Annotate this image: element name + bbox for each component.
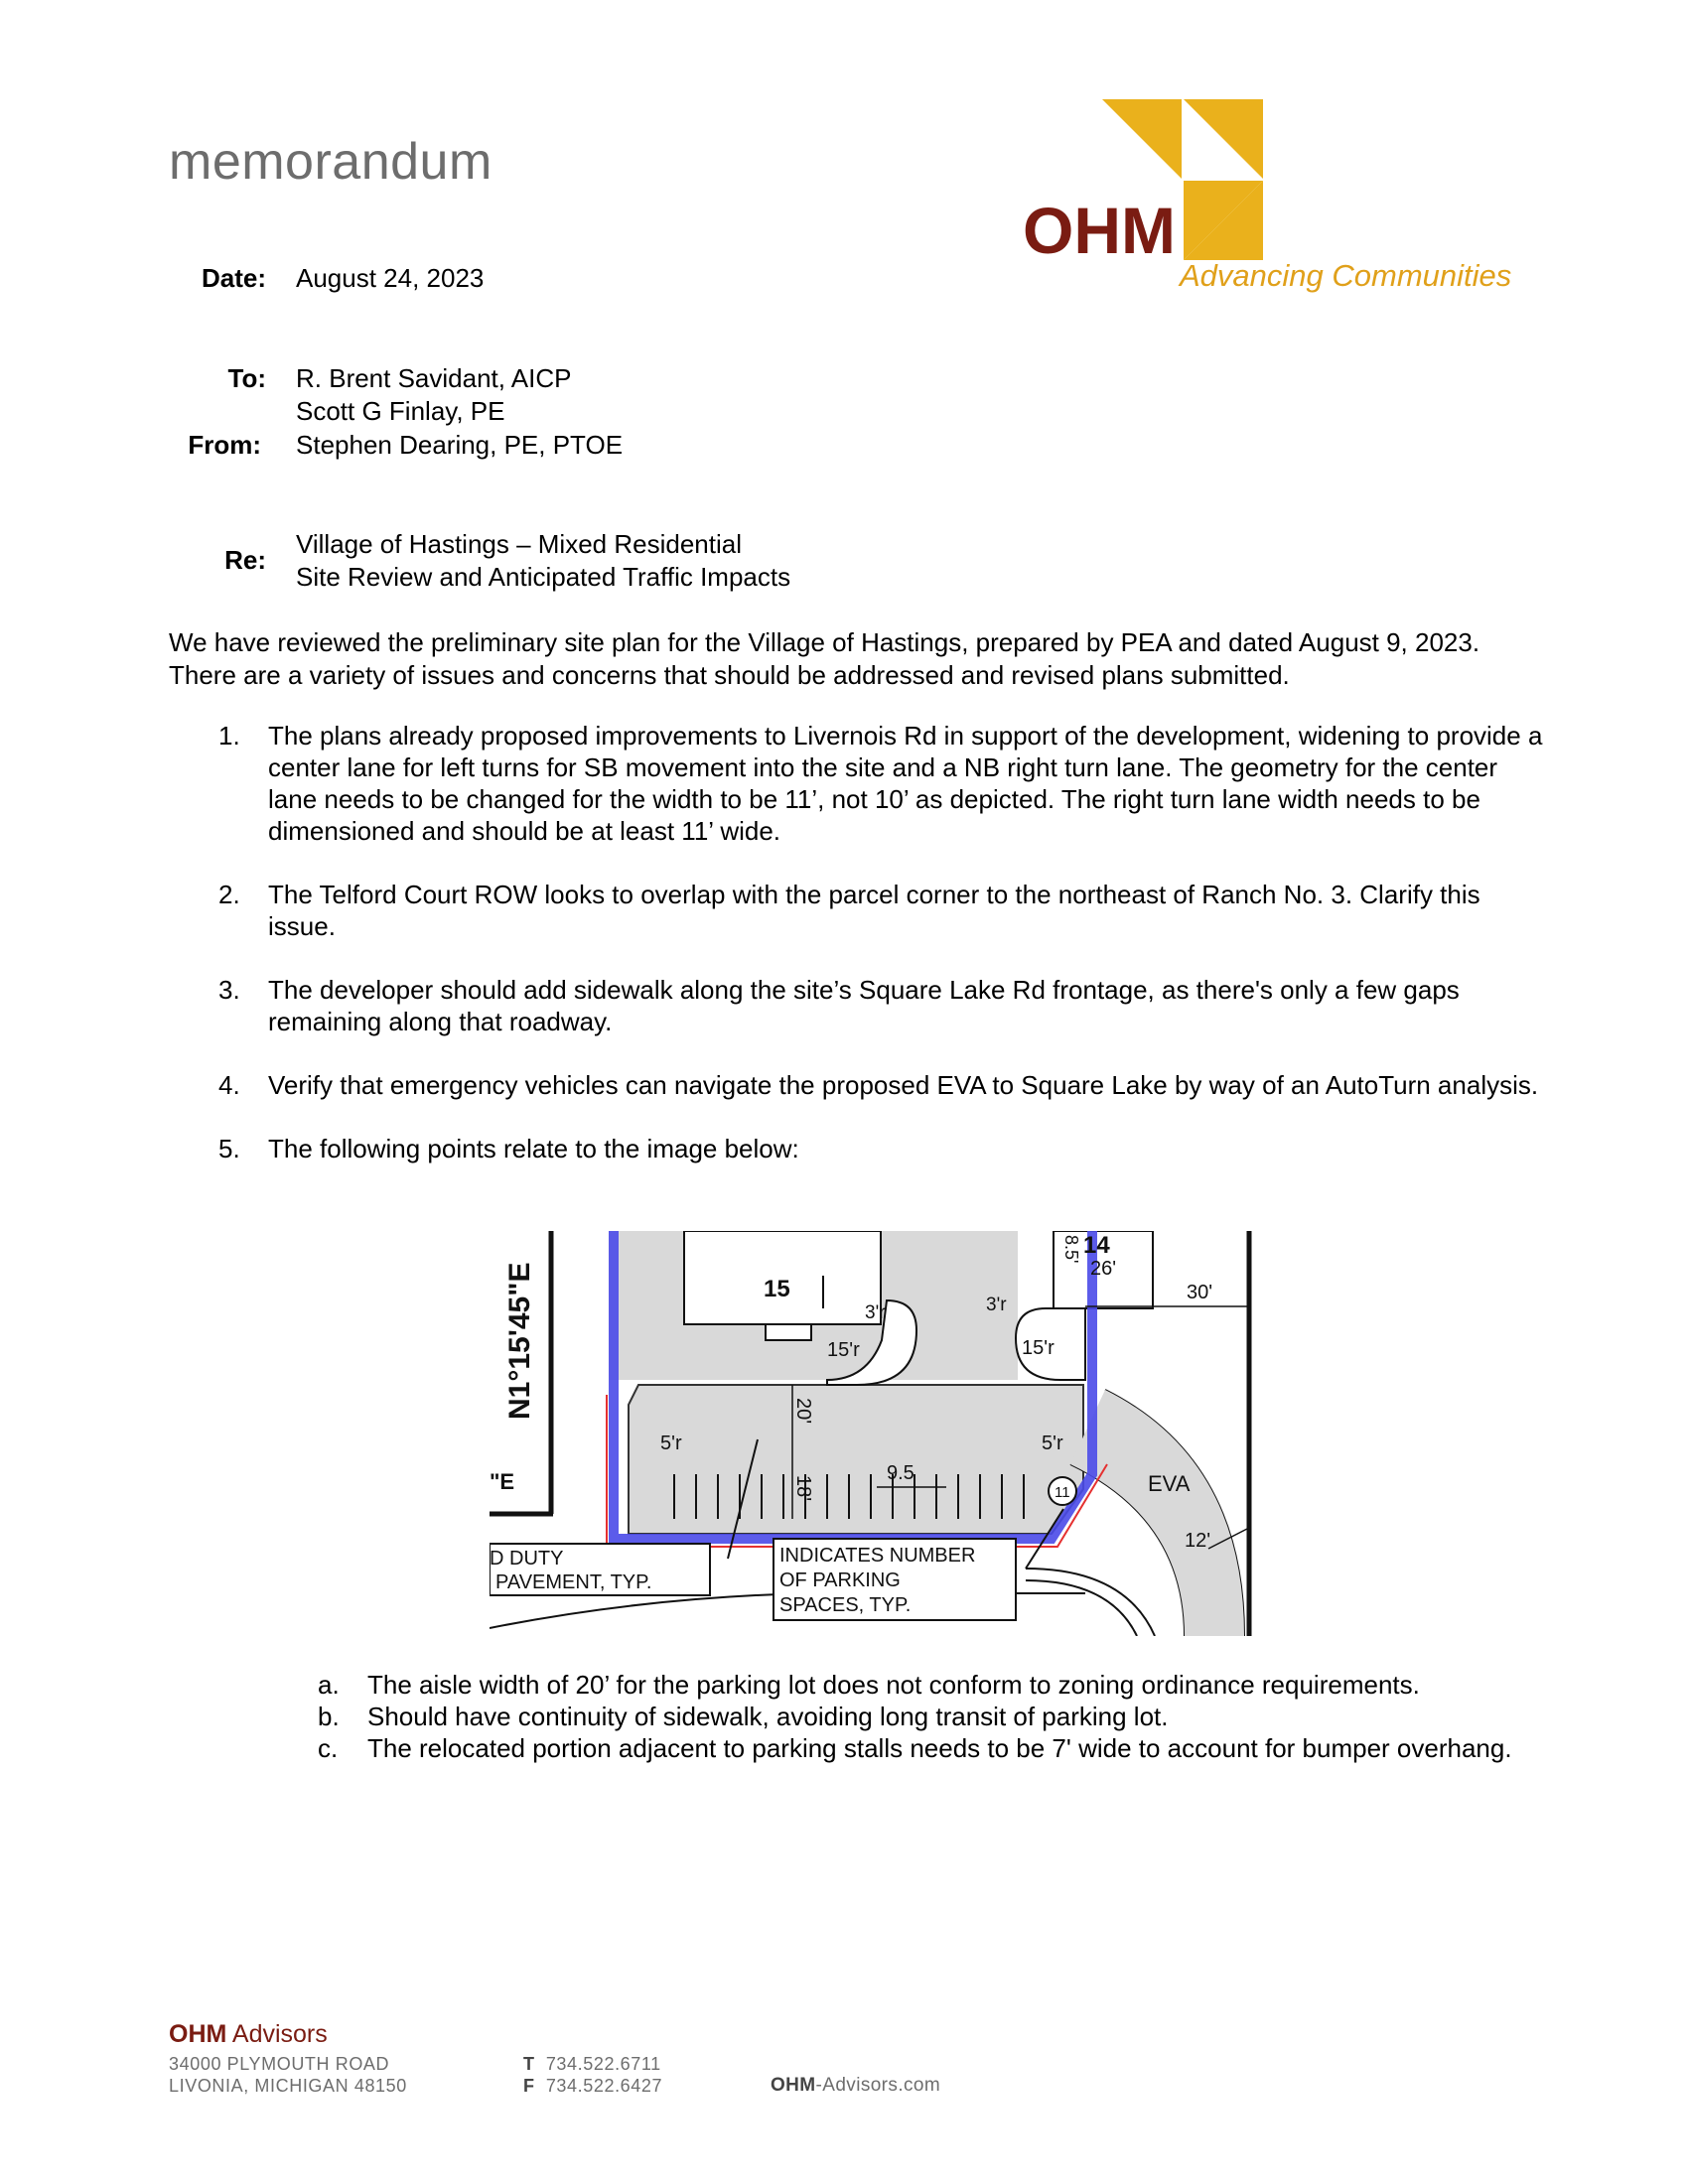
dim-30: 30' bbox=[1187, 1282, 1213, 1303]
list-item bbox=[218, 1133, 1549, 1164]
dim-12: 12' bbox=[1185, 1530, 1211, 1552]
dim-20: 20' bbox=[792, 1398, 814, 1425]
date-label: Date: bbox=[201, 263, 266, 293]
dim-26: 26' bbox=[1090, 1258, 1117, 1280]
bearing-label: N1°15'45"E bbox=[503, 1262, 536, 1420]
page-title: memorandum bbox=[169, 133, 492, 191]
date-value: August 24, 2023 bbox=[296, 263, 485, 293]
dim-15r-right: 15'r bbox=[1022, 1337, 1055, 1359]
lot-14-label: 14 bbox=[1083, 1232, 1110, 1259]
footer-website[interactable] bbox=[771, 2075, 940, 2097]
sub-list-item bbox=[318, 1669, 1549, 1701]
from-value: Stephen Dearing, PE, PTOE bbox=[296, 430, 624, 460]
website-bold: OHM bbox=[771, 2075, 816, 2096]
sub-letter: a. bbox=[318, 1670, 340, 1700]
eva-label: EVA bbox=[1148, 1471, 1191, 1496]
phone-value: 734.522.6711 bbox=[545, 2054, 661, 2074]
list-item bbox=[218, 1069, 1549, 1101]
to-value-2: Scott G Finlay, PE bbox=[296, 396, 505, 426]
e-mark: "E bbox=[490, 1469, 515, 1494]
footer-address bbox=[169, 2053, 407, 2097]
footer-company-rest: Advisors bbox=[226, 2020, 328, 2048]
sub-letter: b. bbox=[318, 1702, 340, 1731]
fax-label: F bbox=[523, 2076, 535, 2096]
sub-list-item bbox=[318, 1732, 1549, 1764]
logo-triangle-top-right bbox=[1184, 99, 1263, 179]
fax-value: 734.522.6427 bbox=[545, 2076, 663, 2096]
logo-tagline: Advancing Communities bbox=[1180, 258, 1512, 293]
list-text: Verify that emergency vehicles can navigate the proposed EVA to Square Lake by way of an AutoTurn analysis. bbox=[268, 1070, 1539, 1100]
dim-5r-left: 5'r bbox=[660, 1433, 682, 1454]
site-plan-figure bbox=[490, 1231, 1267, 1636]
number-label-line1: INDICATES NUMBER bbox=[779, 1545, 976, 1567]
dim-5r-right: 5'r bbox=[1042, 1433, 1063, 1454]
footer-address-line1: 34000 PLYMOUTH ROAD bbox=[169, 2054, 390, 2074]
to-label: To: bbox=[227, 363, 266, 393]
to-value-1: R. Brent Savidant, AICP bbox=[296, 363, 572, 393]
numbered-list bbox=[218, 720, 1549, 1196]
list-number: 4. bbox=[218, 1070, 240, 1100]
footer-company-bold: OHM bbox=[169, 2020, 227, 2048]
sub-list bbox=[318, 1669, 1549, 1764]
list-number: 2. bbox=[218, 880, 240, 909]
dim-3r-left: 3'r bbox=[865, 1302, 886, 1323]
dim-15r-left: 15'r bbox=[827, 1339, 860, 1361]
logo-triangle-top-left bbox=[1102, 99, 1182, 179]
footer-address-line2: LIVONIA, MICHIGAN 48150 bbox=[169, 2076, 407, 2096]
footer-phones bbox=[523, 2053, 662, 2097]
list-text: The Telford Court ROW looks to overlap with the parcel corner to the northeast of Ranch No. 3. Clarify this issue. bbox=[268, 880, 1480, 941]
number-label-line2: OF PARKING bbox=[779, 1570, 901, 1591]
list-number: 5. bbox=[218, 1134, 240, 1163]
sub-text: Should have continuity of sidewalk, avoiding long transit of parking lot. bbox=[367, 1702, 1169, 1731]
re-value-2: Site Review and Anticipated Traffic Impacts bbox=[296, 562, 791, 592]
intro-paragraph: We have reviewed the preliminary site plan for the Village of Hastings, prepared by PEA and dated August 9, 2023. There are a variety of issues and concerns that should be addressed and revised plans submitted. bbox=[169, 627, 1480, 690]
number-label-line3: SPACES, TYP. bbox=[779, 1594, 912, 1616]
re-label: Re: bbox=[224, 545, 266, 575]
dim-9-5: 9.5 bbox=[887, 1462, 914, 1484]
sub-text: The aisle width of 20’ for the parking lot does not conform to zoning ordinance requirements. bbox=[367, 1670, 1420, 1700]
sub-list-item bbox=[318, 1701, 1549, 1732]
footer-company bbox=[169, 2020, 328, 2049]
list-number: 3. bbox=[218, 975, 240, 1005]
list-text: The following points relate to the image below: bbox=[268, 1134, 799, 1163]
dim-3r-right: 3'r bbox=[986, 1295, 1007, 1315]
list-item bbox=[218, 720, 1549, 847]
list-item bbox=[218, 879, 1549, 942]
sub-text: The relocated portion adjacent to parking stalls needs to be 7' wide to account for bumper overhang. bbox=[367, 1733, 1512, 1763]
dim-8-5: 8.5' bbox=[1061, 1235, 1081, 1264]
list-text: The plans already proposed improvements to Livernois Rd in support of the development, widening to provide a center lane for left turns for SB movement into the site and a NB right turn lane. The geometry for the center lane needs to be changed for the width to be 11’, not 10’ as depicted. The right turn lane width needs to be dimensioned and should be at least 11’ wide. bbox=[268, 721, 1543, 846]
dim-18: 18' bbox=[792, 1475, 814, 1502]
list-item bbox=[218, 974, 1549, 1037]
logo-text: OHM bbox=[1023, 194, 1176, 267]
re-value-1: Village of Hastings – Mixed Residential bbox=[296, 529, 742, 559]
stall-count-11: 11 bbox=[1055, 1484, 1070, 1501]
list-number: 1. bbox=[218, 721, 240, 751]
duty-label-line1: D DUTY bbox=[490, 1548, 564, 1570]
sub-letter: c. bbox=[318, 1733, 339, 1763]
from-label: From: bbox=[188, 430, 261, 460]
duty-label-line2: PAVEMENT, TYP. bbox=[495, 1571, 652, 1593]
website-rest: -Advisors.com bbox=[815, 2075, 941, 2096]
lot-15-label: 15 bbox=[764, 1276, 790, 1302]
ohm-logo bbox=[1013, 94, 1519, 303]
phone-label: T bbox=[523, 2054, 535, 2074]
list-text: The developer should add sidewalk along the site’s Square Lake Rd frontage, as there's only a few gaps remaining along that roadway. bbox=[268, 975, 1460, 1036]
